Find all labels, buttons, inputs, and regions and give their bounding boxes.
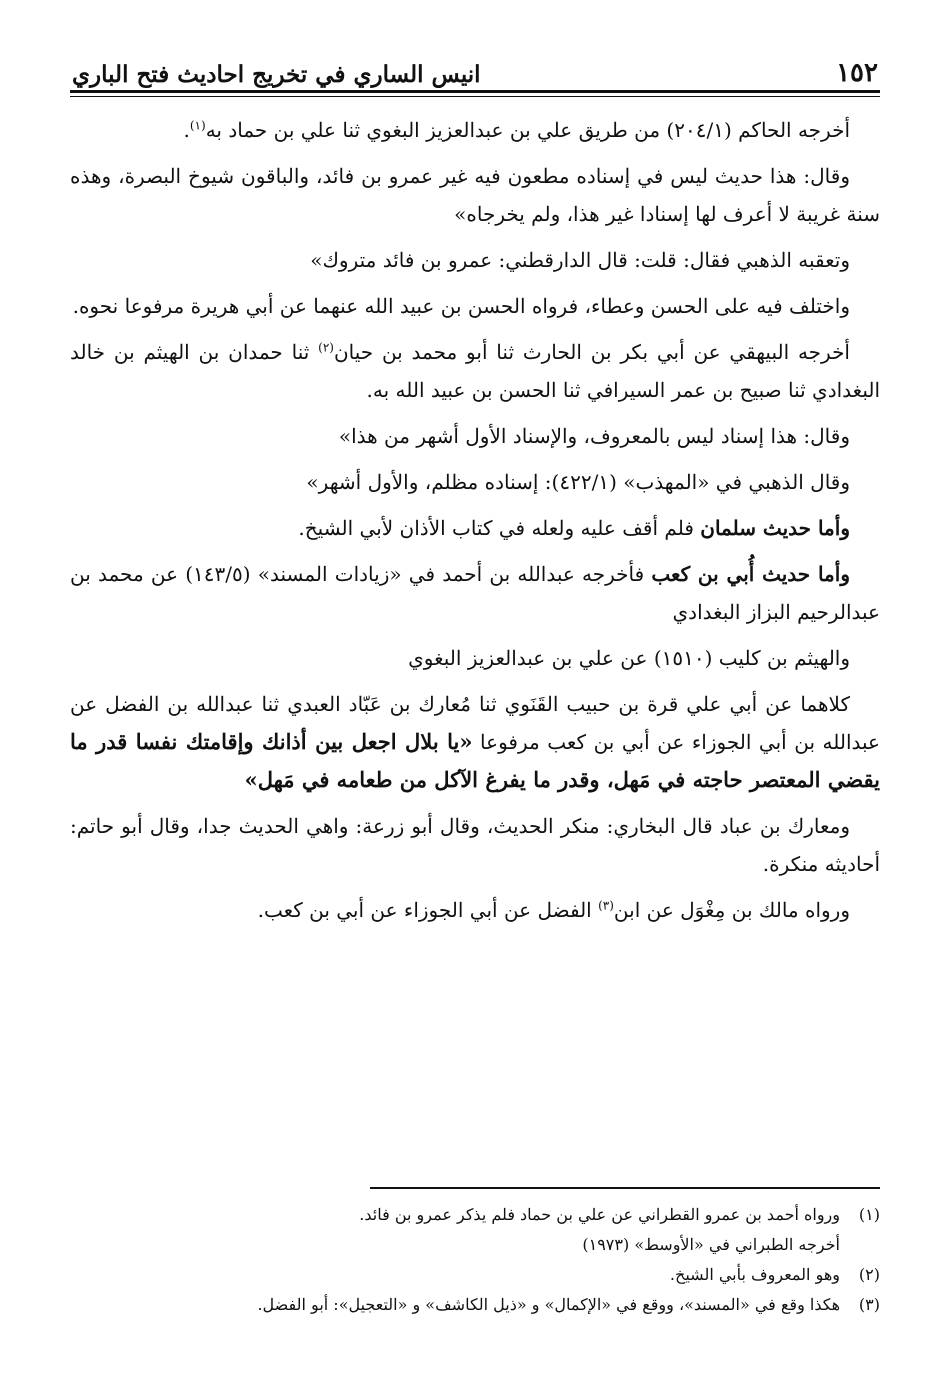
paragraph-8: وأما حديث سلمان فلم أقف عليه ولعله في كتاب الأذان لأبي الشيخ.: [298, 516, 850, 540]
book-title: انيس الساري في تخريج احاديث فتح الباري: [72, 61, 481, 88]
footnote-text: أخرجه الطبراني في «الأوسط» (١٩٧٣): [582, 1235, 840, 1254]
header-rule: [70, 96, 880, 97]
footnote-number: (٢): [858, 1265, 880, 1284]
page: [70, 52, 880, 937]
footnote-number: (٣): [858, 1295, 880, 1314]
section-lead-ubayy: وأما حديث أُبي بن كعب: [651, 562, 850, 586]
paragraph-6: وقال: هذا إسناد ليس بالمعروف، والإسناد الأول أشهر من هذا»: [338, 424, 850, 448]
paragraph-1: أخرجه الحاكم (٢٠٤/١) من طريق علي بن عبدالعزيز البغوي ثنا علي بن حماد به$^{(١)}$.: [183, 118, 850, 142]
paragraph-9: وأما حديث أُبي بن كعب فأخرجه عبدالله بن أحمد في «زيادات المسند» (١٤٣/٥) عن محمد بن عبدالرحيم البزاز البغدادي: [70, 562, 880, 624]
footnote-text: وهو المعروف بأبي الشيخ.: [669, 1265, 840, 1284]
paragraph-10: والهيثم بن كليب (١٥١٠) عن علي بن عبدالعزيز البغوي: [408, 646, 850, 670]
paragraph-3: وتعقبه الذهبي فقال: قلت: قال الدارقطني: عمرو بن فائد متروك»: [310, 248, 850, 272]
hadith-text: «يا بلال اجعل بين أذانك وإقامتك نفسا قدر ما يقضي المعتصر حاجته في مَهل، وقدر ما يفرغ الآكل من طعامه في مَهل»: [70, 729, 880, 792]
footnote-2: [70, 1260, 880, 1290]
footnote-3: [70, 1290, 880, 1320]
footnote-text: هكذا وقع في «المسند»، ووقع في «الإكمال» و «ذيل الكاشف» و «التعجيل»: أبو الفضل.: [257, 1295, 840, 1314]
paragraph-4: واختلف فيه على الحسن وعطاء، فرواه الحسن بن عبيد الله عنهما عن أبي هريرة مرفوعا نحوه.: [72, 294, 850, 318]
footnote-ref-1[interactable]: (١): [189, 118, 206, 133]
footnote-ref-3[interactable]: (٣): [598, 898, 614, 913]
paragraph-12: ومعارك بن عباد قال البخاري: منكر الحديث، وقال أبو زرعة: واهي الحديث جدا، وقال أبو حاتم: أحاديثه منكرة.: [70, 814, 880, 876]
footnotes: [70, 1200, 880, 1320]
footnote-text: ورواه أحمد بن عمرو القطراني عن علي بن حماد فلم يذكر عمرو بن فائد.: [359, 1205, 840, 1224]
section-lead-salman: وأما حديث سلمان: [700, 516, 850, 540]
paragraph-7: وقال الذهبي في «المهذب» (٤٢٢/١): إسناده مظلم، والأول أشهر»: [306, 470, 850, 494]
footnote-1-continued: [70, 1230, 880, 1260]
footnote-number: (١): [858, 1205, 880, 1224]
paragraph-11: كلاهما عن أبي علي قرة بن حبيب القَنَوي ثنا مُعارك بن عَبّاد العبدي ثنا عبدالله بن الفضل عن عبدالله بن أبي الجوزاء عن أبي بن كعب مرفوعا «يا بلال اجعل بين أذانك وإقامتك نفسا قدر ما يقضي المعتصر حاجته في مَهل، وقدر ما يفرغ الآكل من طعامه في مَهل»: [70, 692, 880, 792]
main-text: [70, 111, 880, 929]
running-header: [70, 52, 880, 93]
page-number: ١٥٢: [836, 58, 878, 88]
paragraph-5: أخرجه البيهقي عن أبي بكر بن الحارث ثنا أبو محمد بن حيان$^{(٢)}$ ثنا حمدان بن الهيثم بن خالد البغدادي ثنا صبيح بن عمر السيرافي ثنا الحسن بن عبيد الله به.: [70, 340, 880, 402]
footnote-1: [70, 1200, 880, 1230]
footnote-separator: [370, 1187, 880, 1189]
paragraph-2: وقال: هذا حديث ليس في إسناده مطعون فيه غير عمرو بن فائد، والباقون شيوخ البصرة، وهذه سنة غريبة لا أعرف لها إسنادا غير هذا، ولم يخرجاه»: [70, 164, 880, 226]
paragraph-13: ورواه مالك بن مِغْوَل عن ابن$^{(٣)}$ الفضل عن أبي الجوزاء عن أبي بن كعب.: [257, 898, 850, 922]
footnote-ref-2[interactable]: (٢): [318, 340, 334, 355]
